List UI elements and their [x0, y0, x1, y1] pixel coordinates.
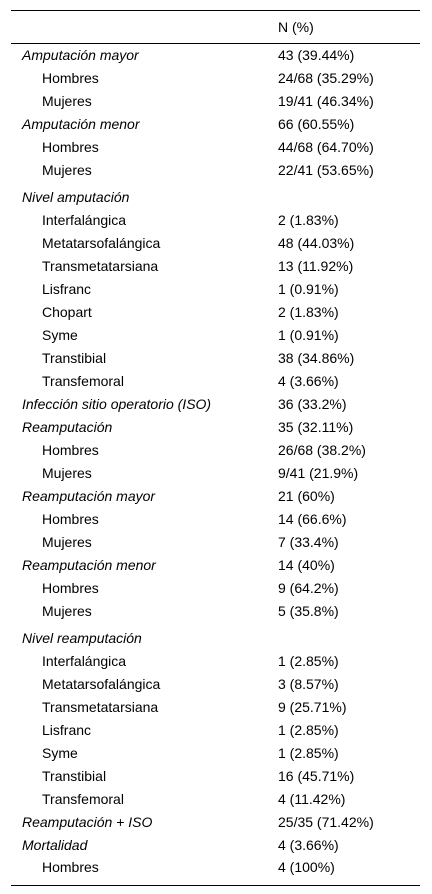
row-value: 36 (33.2%) — [278, 396, 347, 412]
header-label-cell — [11, 11, 278, 44]
row-value: 14 (40%) — [278, 557, 335, 573]
table-row — [11, 90, 420, 113]
row-label: Syme — [42, 327, 78, 343]
row-value: 9 (64.2%) — [278, 580, 339, 596]
row-value: 38 (34.86%) — [278, 350, 355, 366]
row-label: Mujeres — [42, 162, 92, 178]
table-row — [11, 136, 420, 159]
table-row — [11, 531, 420, 554]
table-row-section — [11, 485, 420, 508]
row-label: Mujeres — [42, 465, 92, 481]
row-label: Hombres — [42, 859, 99, 875]
table-row — [11, 577, 420, 600]
table-row — [11, 600, 420, 623]
table-row — [11, 67, 420, 90]
table-row — [11, 324, 420, 347]
row-value: 4 (3.66%) — [278, 373, 339, 389]
section-label: Nivel reamputación — [22, 630, 142, 646]
row-value: 22/41 (53.65%) — [278, 162, 374, 178]
table-body — [11, 44, 420, 886]
table-row — [11, 742, 420, 765]
row-value: 24/68 (35.29%) — [278, 70, 374, 86]
table-row — [11, 650, 420, 673]
section-label: Reamputación + ISO — [22, 814, 153, 830]
row-value: 1 (2.85%) — [278, 745, 339, 761]
row-label: Metatarsofalángica — [42, 235, 161, 251]
row-label: Mujeres — [42, 93, 92, 109]
row-value: 4 (11.42%) — [278, 791, 346, 807]
row-value: 4 (100%) — [278, 859, 335, 875]
table-row-section — [11, 623, 420, 650]
results-table-container — [11, 10, 420, 886]
row-value: 1 (2.85%) — [278, 653, 339, 669]
row-label: Transmetatarsiana — [42, 258, 159, 274]
row-value: 16 (45.71%) — [278, 768, 355, 784]
row-label: Hombres — [42, 442, 99, 458]
row-value: 1 (2.85%) — [278, 722, 339, 738]
section-label: Nivel amputación — [22, 189, 130, 205]
results-table — [11, 10, 420, 886]
header-row — [11, 11, 420, 44]
row-value: 2 (1.83%) — [278, 304, 339, 320]
row-value: 5 (35.8%) — [278, 603, 339, 619]
row-value: 44/68 (64.70%) — [278, 139, 374, 155]
table-row — [11, 765, 420, 788]
table-row — [11, 696, 420, 719]
table-row — [11, 719, 420, 742]
row-label: Transfemoral — [42, 373, 124, 389]
row-value: 9/41 (21.9%) — [278, 465, 359, 481]
row-value: 43 (39.44%) — [278, 47, 355, 63]
row-label: Hombres — [42, 511, 99, 527]
row-label: Lisfranc — [42, 281, 92, 297]
row-value: 3 (8.57%) — [278, 676, 339, 692]
section-label: Amputación menor — [22, 116, 140, 132]
row-value: 26/68 (38.2%) — [278, 442, 366, 458]
row-value: 2 (1.83%) — [278, 212, 339, 228]
row-value: 4 (3.66%) — [278, 837, 339, 853]
table-row-section — [11, 554, 420, 577]
table-row-section — [11, 834, 420, 857]
row-value: 25/35 (71.42%) — [278, 814, 374, 830]
section-label: Amputación mayor — [22, 47, 139, 63]
row-label: Transmetatarsiana — [42, 699, 159, 715]
table-row — [11, 857, 420, 886]
table-row-section — [11, 182, 420, 209]
section-label: Reamputación menor — [22, 557, 156, 573]
table-row — [11, 673, 420, 696]
table-row — [11, 508, 420, 531]
table-row — [11, 232, 420, 255]
row-label: Mujeres — [42, 534, 92, 550]
section-label: Infección sitio operatorio (ISO) — [22, 396, 212, 412]
row-label: Metatarsofalángica — [42, 676, 161, 692]
row-value: 7 (33.4%) — [278, 534, 339, 550]
table-row — [11, 159, 420, 182]
table-row-section — [11, 44, 420, 68]
table-row-section — [11, 811, 420, 834]
row-value: 14 (66.6%) — [278, 511, 347, 527]
section-label: Reamputación — [22, 419, 113, 435]
table-row — [11, 301, 420, 324]
table-row-section — [11, 113, 420, 136]
row-value — [278, 623, 420, 650]
section-label: Mortalidad — [22, 837, 88, 853]
row-value: 1 (0.91%) — [278, 327, 339, 343]
row-label: Hombres — [42, 580, 99, 596]
row-value: 35 (32.11%) — [278, 419, 354, 435]
table-row — [11, 209, 420, 232]
table-row-section — [11, 416, 420, 439]
row-label: Interfalángica — [42, 653, 127, 669]
row-value: 66 (60.55%) — [278, 116, 355, 132]
table-row-section — [11, 393, 420, 416]
row-label: Mujeres — [42, 603, 92, 619]
row-label: Interfalángica — [42, 212, 127, 228]
row-label: Hombres — [42, 70, 99, 86]
table-row — [11, 788, 420, 811]
row-value: 48 (44.03%) — [278, 235, 355, 251]
table-row — [11, 439, 420, 462]
section-label: Reamputación mayor — [22, 488, 156, 504]
header-value-cell: N (%) — [278, 18, 314, 35]
row-label: Syme — [42, 745, 78, 761]
row-label: Lisfranc — [42, 722, 92, 738]
table-row — [11, 278, 420, 301]
row-label: Hombres — [42, 139, 99, 155]
table-row — [11, 462, 420, 485]
table-header — [11, 11, 420, 44]
row-value — [278, 182, 420, 209]
row-label: Transtibial — [42, 350, 107, 366]
row-value: 21 (60%) — [278, 488, 335, 504]
row-value: 9 (25.71%) — [278, 699, 347, 715]
row-value: 13 (11.92%) — [278, 258, 354, 274]
row-label: Transfemoral — [42, 791, 124, 807]
row-value: 19/41 (46.34%) — [278, 93, 374, 109]
row-label: Transtibial — [42, 768, 107, 784]
table-row — [11, 347, 420, 370]
table-row — [11, 370, 420, 393]
table-row — [11, 255, 420, 278]
row-value: 1 (0.91%) — [278, 281, 339, 297]
row-label: Chopart — [42, 304, 92, 320]
